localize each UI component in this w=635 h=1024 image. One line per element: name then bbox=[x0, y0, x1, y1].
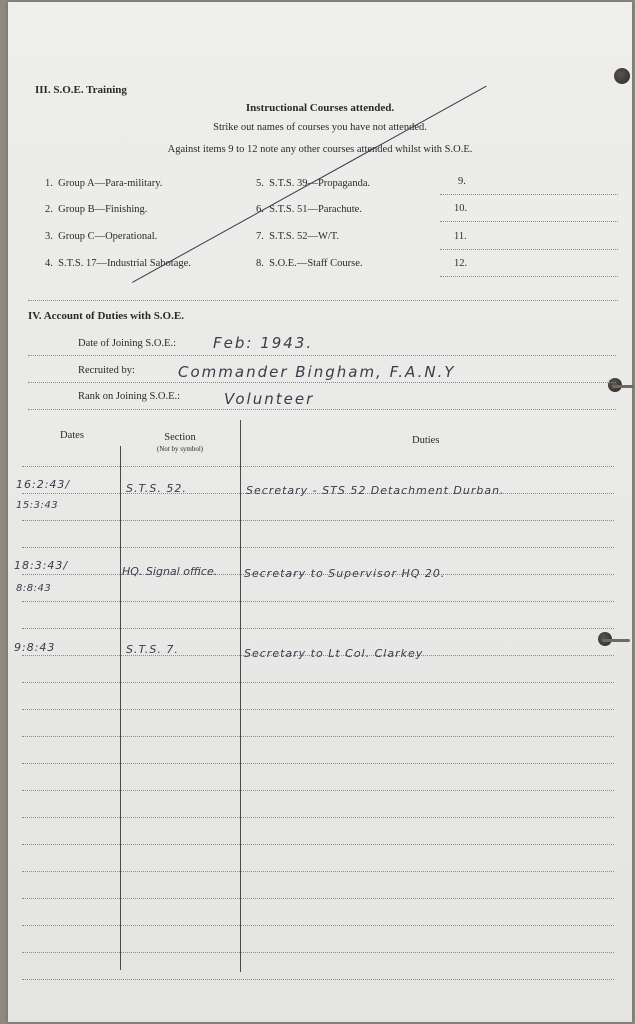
table-rule bbox=[22, 628, 614, 629]
column-divider bbox=[120, 446, 121, 970]
other-course-line bbox=[440, 221, 618, 222]
table-row-duties: Secretary to Supervisor HQ 20. bbox=[244, 567, 446, 580]
course-item: 1. Group A—Para-military. bbox=[45, 178, 163, 189]
course-item: 8. S.O.E.—Staff Course. bbox=[256, 258, 363, 269]
other-course-line bbox=[440, 194, 618, 195]
table-row-section: S.T.S. 7. bbox=[126, 643, 179, 656]
fastener-arm bbox=[612, 385, 634, 388]
recruited-by-value: Commander Bingham, F.A.N.Y bbox=[178, 363, 456, 381]
other-course-line bbox=[440, 276, 618, 277]
section-divider bbox=[28, 300, 618, 301]
other-course-number: 12. bbox=[454, 258, 468, 269]
table-rule bbox=[22, 898, 614, 899]
field-line bbox=[28, 382, 616, 383]
table-rule bbox=[22, 547, 614, 548]
strike-through-line bbox=[132, 86, 487, 283]
courses-title: Instructional Courses attended. bbox=[245, 102, 395, 114]
table-rule bbox=[22, 709, 614, 710]
section-iii-heading: III. S.O.E. Training bbox=[35, 84, 127, 96]
column-header-duties: Duties bbox=[412, 435, 440, 446]
date-of-joining-label: Date of Joining S.O.E.: bbox=[78, 338, 176, 349]
column-divider bbox=[240, 420, 241, 972]
table-row-section: HQ. Signal office. bbox=[122, 565, 218, 578]
instruction-other-courses: Against items 9 to 12 note any other courses attended whilst with S.O.E. bbox=[167, 144, 473, 155]
field-line bbox=[28, 409, 616, 410]
rank-label: Rank on Joining S.O.E.: bbox=[78, 391, 181, 402]
table-rule bbox=[22, 952, 614, 953]
course-item: 2. Group B—Finishing. bbox=[45, 204, 148, 215]
course-item: 7. S.T.S. 52—W/T. bbox=[256, 231, 340, 242]
table-row-date-from: 16:2:43/ bbox=[16, 478, 71, 491]
table-rule bbox=[22, 925, 614, 926]
column-header-section: Section bbox=[164, 432, 196, 443]
table-rule bbox=[22, 682, 614, 683]
course-item: 3. Group C—Operational. bbox=[45, 231, 158, 242]
other-course-number: 10. bbox=[454, 203, 468, 214]
fastener-arm bbox=[602, 639, 630, 642]
form-page bbox=[8, 2, 632, 1022]
date-of-joining-value: Feb: 1943. bbox=[213, 334, 314, 352]
table-rule bbox=[22, 466, 614, 467]
instruction-strike-out: Strike out names of courses you have not attended. bbox=[213, 122, 427, 133]
column-header-section-sub: (Not by symbol) bbox=[156, 445, 204, 453]
table-rule bbox=[22, 979, 614, 980]
table-row-date-from: 9:8:43 bbox=[14, 641, 56, 654]
table-rule bbox=[22, 520, 614, 521]
table-row-date-to: 15:3:43 bbox=[16, 500, 59, 511]
course-item: 5. S.T.S. 39—Propaganda. bbox=[256, 178, 371, 189]
table-row-date-to: 8:8:43 bbox=[16, 583, 52, 594]
punch-hole bbox=[614, 68, 630, 84]
table-rule bbox=[22, 871, 614, 872]
table-rule bbox=[22, 763, 614, 764]
table-rule bbox=[22, 601, 614, 602]
section-iv-heading: IV. Account of Duties with S.O.E. bbox=[28, 310, 184, 322]
other-course-line bbox=[440, 249, 618, 250]
table-rule bbox=[22, 817, 614, 818]
table-row-section: S.T.S. 52. bbox=[126, 482, 187, 495]
recruited-by-label: Recruited by: bbox=[78, 365, 135, 376]
table-row-date-from: 18:3:43/ bbox=[14, 559, 69, 572]
course-item: 6. S.T.S. 51—Parachute. bbox=[256, 204, 362, 215]
table-rule bbox=[22, 790, 614, 791]
table-row-duties: Secretary - STS 52 Detachment Durban. bbox=[246, 484, 505, 497]
table-row-duties: Secretary to Lt Col. Clarkey bbox=[244, 647, 424, 660]
rank-value: Volunteer bbox=[224, 390, 315, 408]
table-rule bbox=[22, 736, 614, 737]
other-course-number: 9. bbox=[458, 176, 466, 187]
column-header-dates: Dates bbox=[60, 430, 84, 441]
other-course-number: 11. bbox=[454, 231, 467, 242]
field-line bbox=[28, 355, 616, 356]
course-item: 4. S.T.S. 17—Industrial Sabotage. bbox=[45, 258, 191, 269]
table-rule bbox=[22, 844, 614, 845]
